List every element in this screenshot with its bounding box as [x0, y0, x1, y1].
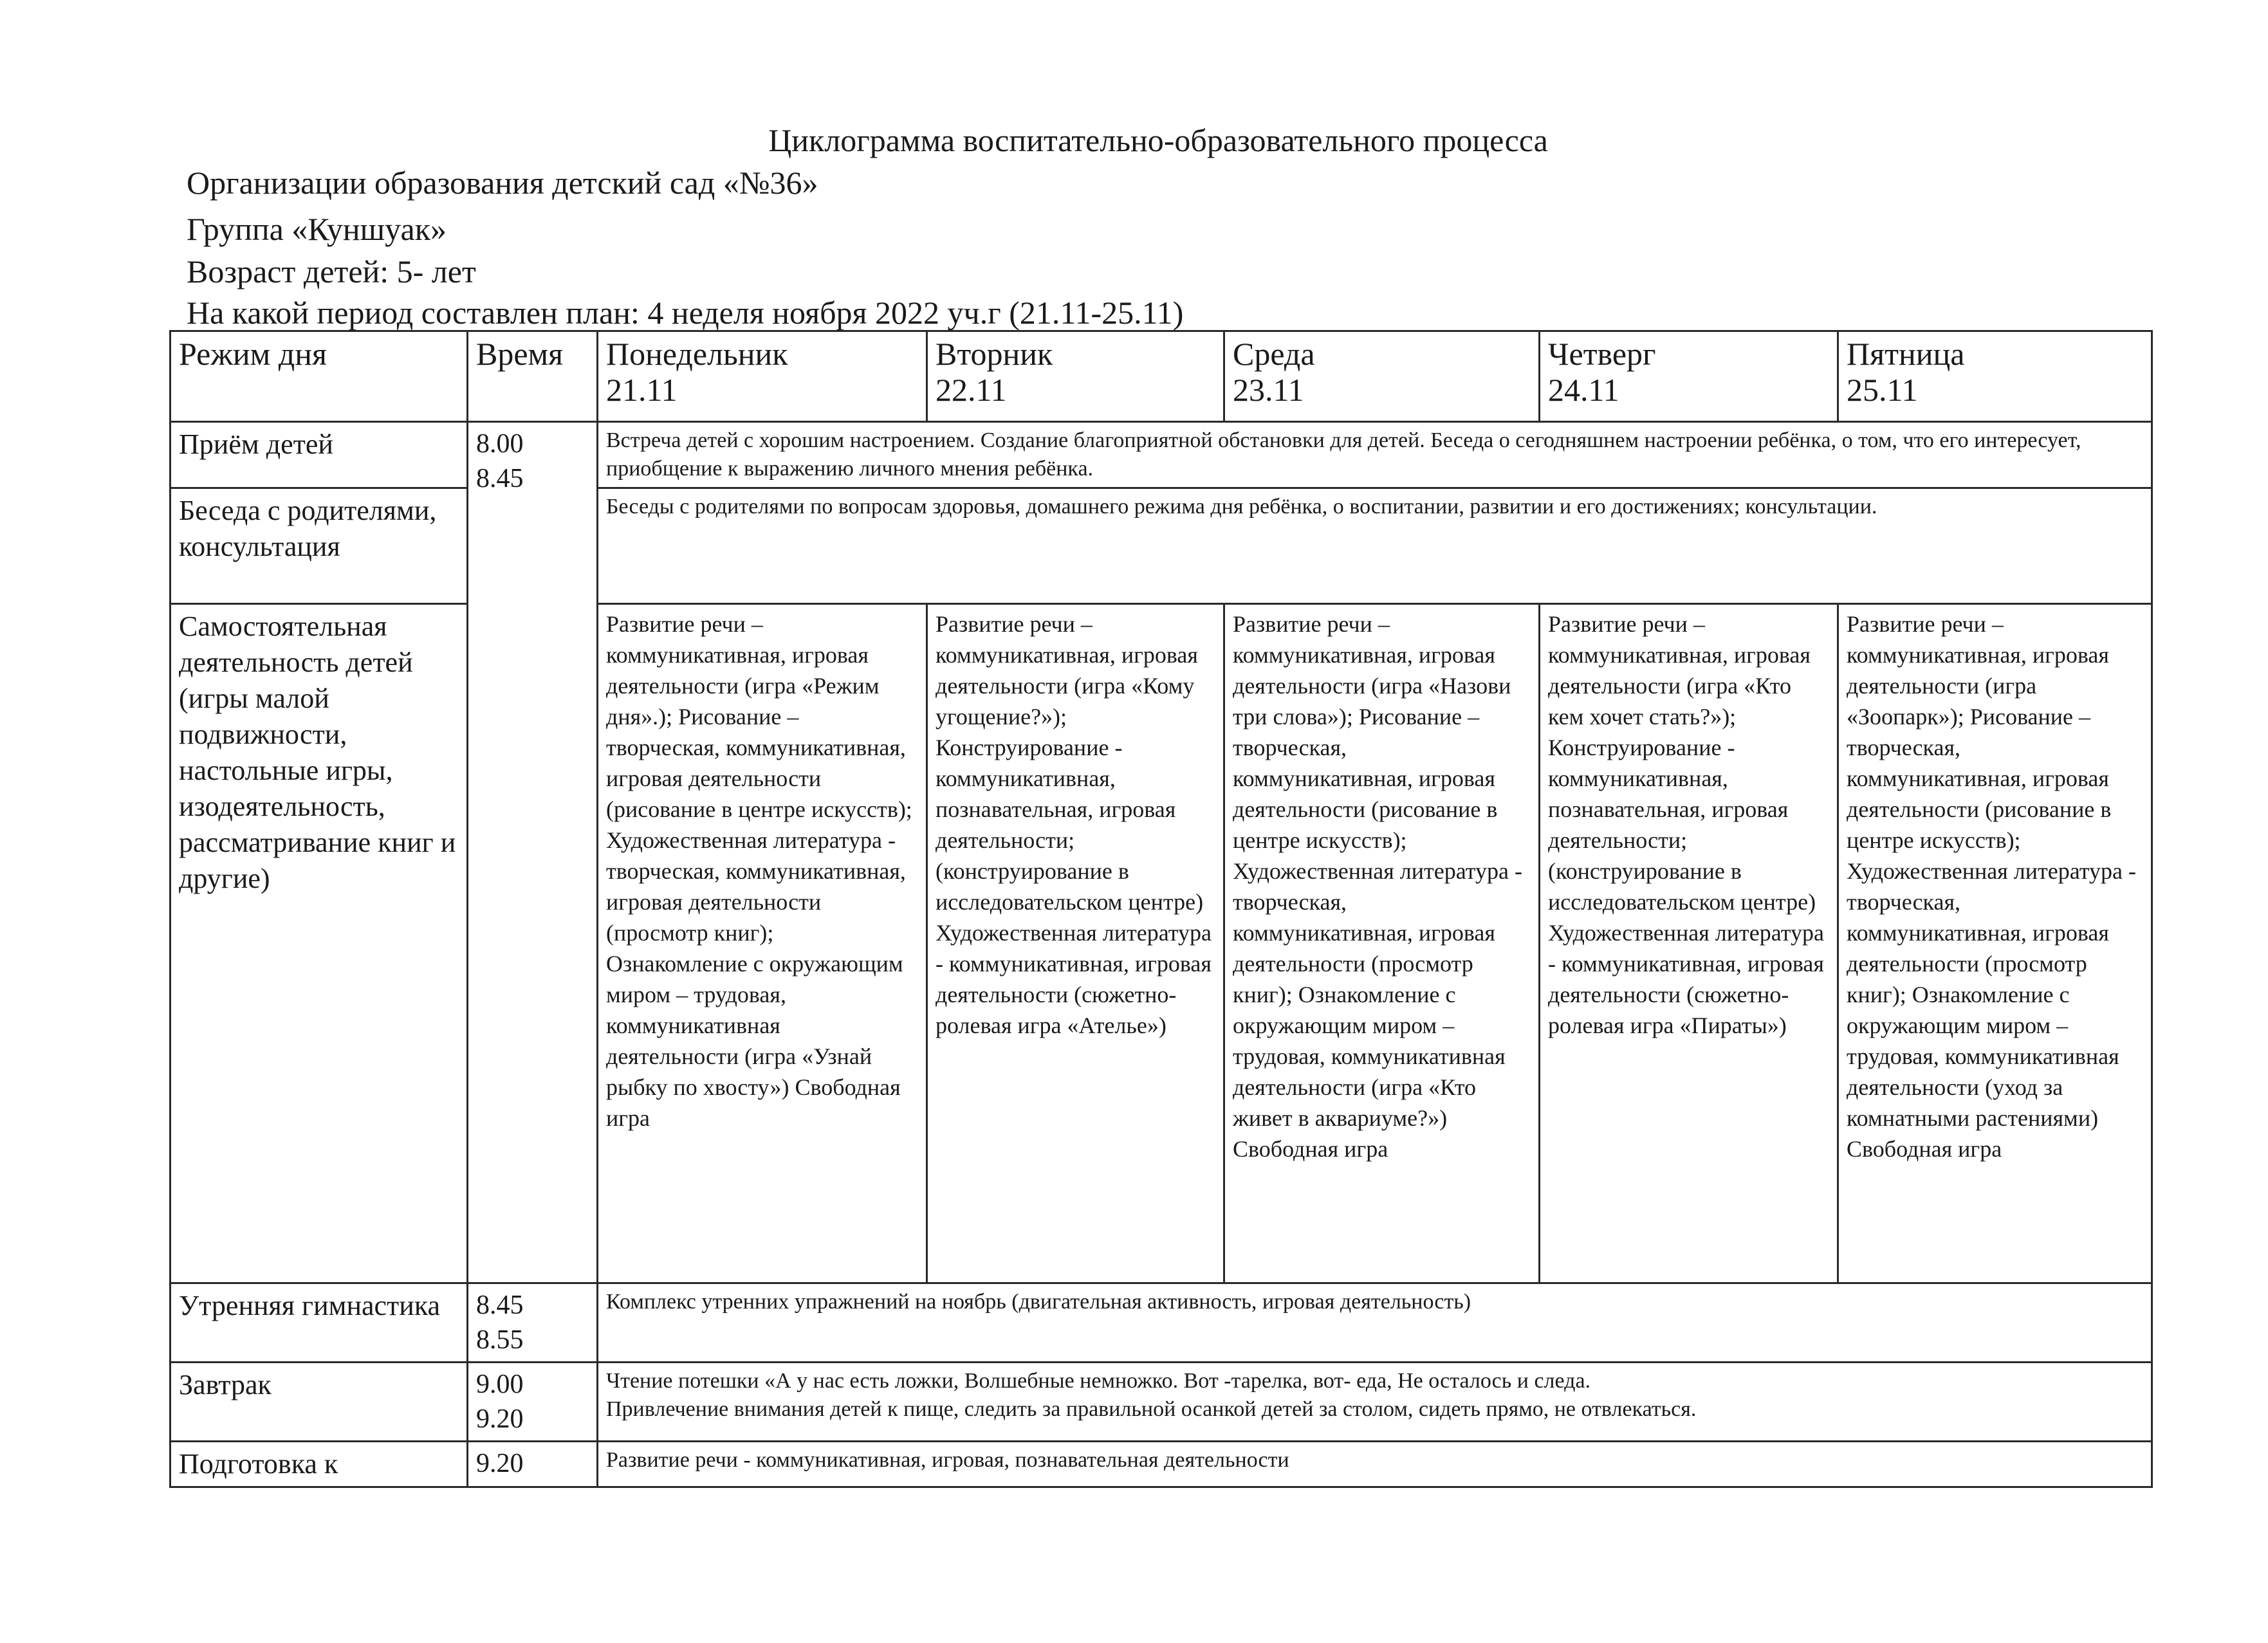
day-header-thu: Четверг 24.11: [1540, 331, 1838, 422]
table-row: [171, 1283, 2152, 1363]
regime-header: Режим дня: [171, 331, 468, 422]
organization-line: Организации образования детский сад «№36»: [187, 165, 818, 201]
independent-mon: Развитие речи – коммуникативная, игровая деятельности (игра «Режим дня».); Рисование – творческая, коммуникативная, игровая деятельности (рисование в центре искусств); Художественная литература - творческая, коммуникативная, игровая деятельности (просмотр книг); Ознакомление с окружающим миром – трудовая, коммуникативная деятельности (игра «Узнай рыбку по хвосту») Свободная игра: [598, 604, 927, 1283]
gymnastics-time: 8.45 8.55: [468, 1283, 598, 1363]
independent-thu: Развитие речи – коммуникативная, игровая деятельности (игра «Кто кем хочет стать?»); Конструирование - коммуникативная, познавательная, игровая деятельности; (конструирование в исследовательском центре) Художественная литература - коммуникативная, игровая деятельности (сюжетно-ролевая игра «Пираты»): [1540, 604, 1838, 1283]
time-header: Время: [468, 331, 598, 422]
age-line: Возраст детей: 5- лет: [187, 253, 476, 289]
day-header-mon: Понедельник 21.11: [598, 331, 927, 422]
day-header-tue: Вторник 22.11: [927, 331, 1224, 422]
parents-label: Беседа с родителями, консультация: [171, 488, 468, 604]
reception-label: Приём детей: [171, 422, 468, 488]
independent-tue: Развитие речи – коммуникативная, игровая деятельности (игра «Кому угощение?»); Конструирование - коммуникативная, познавательная, игровая деятельности; (конструирование в исследовательском центре) Художественная литература - коммуникативная, игровая деятельности (сюжетно-ролевая игра «Ателье»): [927, 604, 1224, 1283]
table-row: [171, 1442, 2152, 1487]
table-row: [171, 422, 2152, 488]
breakfast-label: Завтрак: [171, 1363, 468, 1442]
reception-time: 8.00 8.45: [468, 422, 598, 1283]
group-line: Группа «Куншуак»: [187, 211, 447, 247]
independent-wed: Развитие речи – коммуникативная, игровая деятельности (игра «Назови три слова»); Рисование – творческая, коммуникативная, игровая деятельности (рисование в центре искусств); Художественная литература - творческая, коммуникативная, игровая деятельности (просмотр книг); Ознакомление с окружающим миром – трудовая, коммуникативная деятельности (игра «Кто живет в аквариуме?») Свободная игра: [1224, 604, 1540, 1283]
period-line: На какой период составлен план: 4 неделя ноября 2022 уч.г (21.11-25.11): [187, 295, 1184, 331]
preparation-time: 9.20: [468, 1442, 598, 1487]
table-header-row: [171, 331, 2152, 422]
document-title: Циклограмма воспитательно-образовательного процесса: [768, 122, 1548, 158]
gymnastics-label: Утренняя гимнастика: [171, 1283, 468, 1363]
table-row: [171, 1363, 2152, 1442]
preparation-label: Подготовка к: [171, 1442, 468, 1487]
day-header-fri: Пятница 25.11: [1838, 331, 2152, 422]
independent-label: Самостоятельная деятельность детей (игры малой подвижности, настольные игры, изодеятельность, рассматривание книг и другие): [171, 604, 468, 1283]
breakfast-time: 9.00 9.20: [468, 1363, 598, 1442]
reception-text: Встреча детей с хорошим настроением. Создание благоприятной обстановки для детей. Беседа о сегодняшнем настроении ребёнка, о том, что его интересует, приобщение к выражению личного мнения ребёнка.: [598, 422, 2152, 488]
breakfast-text: Чтение потешки «А у нас есть ложки, Волшебные немножко. Вот -тарелка, вот- еда, Не осталось и следа. Привлечение внимания детей к пище, следить за правильной осанкой детей за столом, сидеть прямо, не отвлекаться.: [598, 1363, 2152, 1442]
schedule-table: [169, 330, 2153, 1488]
preparation-text: Развитие речи - коммуникативная, игровая, познавательная деятельности: [598, 1442, 2152, 1487]
independent-fri: Развитие речи – коммуникативная, игровая деятельности (игра «Зоопарк»); Рисование – творческая, коммуникативная, игровая деятельности (рисование в центре искусств); Художественная литература - творческая, коммуникативная, игровая деятельности (просмотр книг); Ознакомление с окружающим миром – трудовая, коммуникативная деятельности (уход за комнатными растениями) Свободная игра: [1838, 604, 2152, 1283]
parents-text: Беседы с родителями по вопросам здоровья, домашнего режима дня ребёнка, о воспитании, развитии и его достижениях; консультации.: [598, 488, 2152, 604]
gymnastics-text: Комплекс утренних упражнений на ноябрь (двигательная активность, игровая деятельность): [598, 1283, 2152, 1363]
day-header-wed: Среда 23.11: [1224, 331, 1540, 422]
